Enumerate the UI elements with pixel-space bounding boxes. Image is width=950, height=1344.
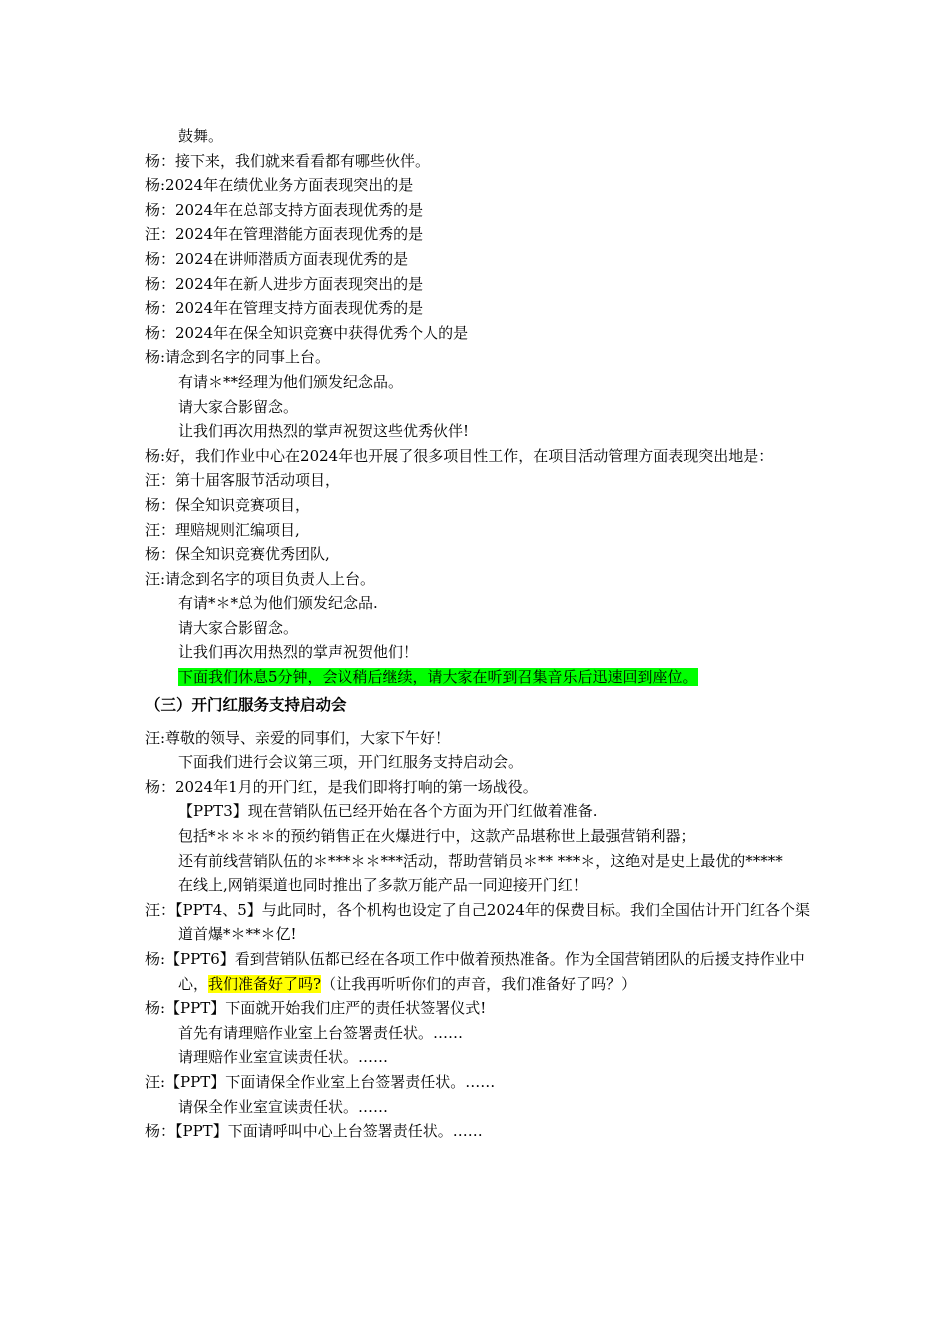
text-line: 杨：2024年在保全知识竞赛中获得优秀个人的是 — [145, 323, 469, 342]
text-line — [145, 947, 815, 996]
text-line: 让我们再次用热烈的掌声祝贺他们！ — [178, 643, 419, 662]
break-notice — [145, 665, 815, 690]
text-line: 请大家合影留念。 — [178, 618, 299, 637]
text-line: 汪:【PPT】下面请保全作业室上台签署责任状。…… — [145, 1072, 496, 1091]
text-line: 汪:请念到名字的项目负责人上台。 — [145, 569, 376, 588]
text-line: 有请＊**经理为他们颁发纪念品。 — [178, 372, 404, 391]
text-line: 请理赔作业室宣读责任状。…… — [178, 1048, 389, 1067]
text-line: 汪：理赔规则汇编项目, — [145, 520, 300, 539]
text-line: 杨：2024在讲师潜质方面表现优秀的是 — [145, 249, 409, 268]
text-line: 杨：2024年在管理支持方面表现优秀的是 — [145, 299, 424, 318]
text-line: 杨:2024年在绩优业务方面表现突出的是 — [145, 176, 414, 195]
text-line: 首先有请理赔作业室上台签署责任状。…… — [178, 1023, 464, 1042]
text-line: 在线上,网销渠道也同时推出了多款万能产品一同迎接开门红！ — [178, 876, 588, 895]
text-line: 杨：2024年在新人进步方面表现突出的是 — [145, 274, 424, 293]
text-line: 汪：2024年在管理潜能方面表现优秀的是 — [145, 225, 424, 244]
text-line: 杨：接下来，我们就来看看都有哪些伙伴。 — [145, 151, 431, 170]
text-line: 请大家合影留念。 — [178, 397, 299, 416]
text-line: 杨：2024年在总部支持方面表现优秀的是 — [145, 200, 424, 219]
text-line: 有请*＊*总为他们颁发纪念品. — [178, 594, 378, 613]
text-line: 让我们再次用热烈的掌声祝贺这些优秀伙伴! — [178, 422, 470, 441]
text-segment: 杨:【PPT6】看到营销队伍都已经在各项工作中做着预热准备。作为全国营销团队的后援支持作业中心， — [145, 950, 805, 993]
text-line: 【PPT3】现在营销队伍已经开始在各个方面为开门红做着准备. — [178, 802, 598, 821]
text-line: 汪:尊敬的领导、亲爱的同事们，大家下午好！ — [145, 728, 451, 747]
document-body — [145, 124, 815, 1144]
text-segment: （让我再听听你们的声音，我们准备好了吗？） — [321, 974, 637, 993]
green-highlight: 下面我们休息5分钟，会议稍后继续，请大家在听到召集音乐后迅速回到座位。 — [178, 668, 698, 687]
text-line: 杨:请念到名字的同事上台。 — [145, 348, 331, 367]
text-line: 杨：保全知识竞赛项目， — [145, 495, 311, 514]
text-line: 包括*＊＊＊＊的预约销售正在火爆进行中，这款产品堪称世上最强营销利器； — [178, 827, 696, 846]
text-line: 杨：保全知识竞赛优秀团队, — [145, 545, 330, 564]
text-line: 汪：【PPT4、5】与此同时，各个机构也设定了自己2024年的保费目标。我们全国估计开门红各个渠道首爆*＊**＊亿! — [145, 900, 810, 944]
text-line: 汪：第十届客服节活动项目， — [145, 471, 341, 490]
text-line: 杨：【PPT】下面请呼叫中心上台签署责任状。…… — [145, 1122, 483, 1141]
text-line: 杨:【PPT】下面就开始我们庄严的责任状签署仪式! — [145, 999, 487, 1018]
text-line: 还有前线营销队伍的＊***＊＊***活动，帮助营销员＊** ***＊，这绝对是史上最优的***** — [178, 851, 783, 870]
text-line: 杨：2024年1月的开门红，是我们即将打响的第一场战役。 — [145, 777, 538, 796]
section-heading: （三）开门红服务支持启动会 — [145, 695, 347, 714]
yellow-highlight: 我们准备好了吗? — [208, 974, 322, 993]
text-line: 鼓舞。 — [178, 127, 224, 145]
text-line: 下面我们进行会议第三项，开门红服务支持启动会。 — [178, 753, 524, 772]
text-line: 杨:好，我们作业中心在2024年也开展了很多项目性工作，在项目活动管理方面表现突出地是： — [145, 446, 774, 465]
text-line: 请保全作业室宣读责任状。…… — [178, 1097, 389, 1116]
